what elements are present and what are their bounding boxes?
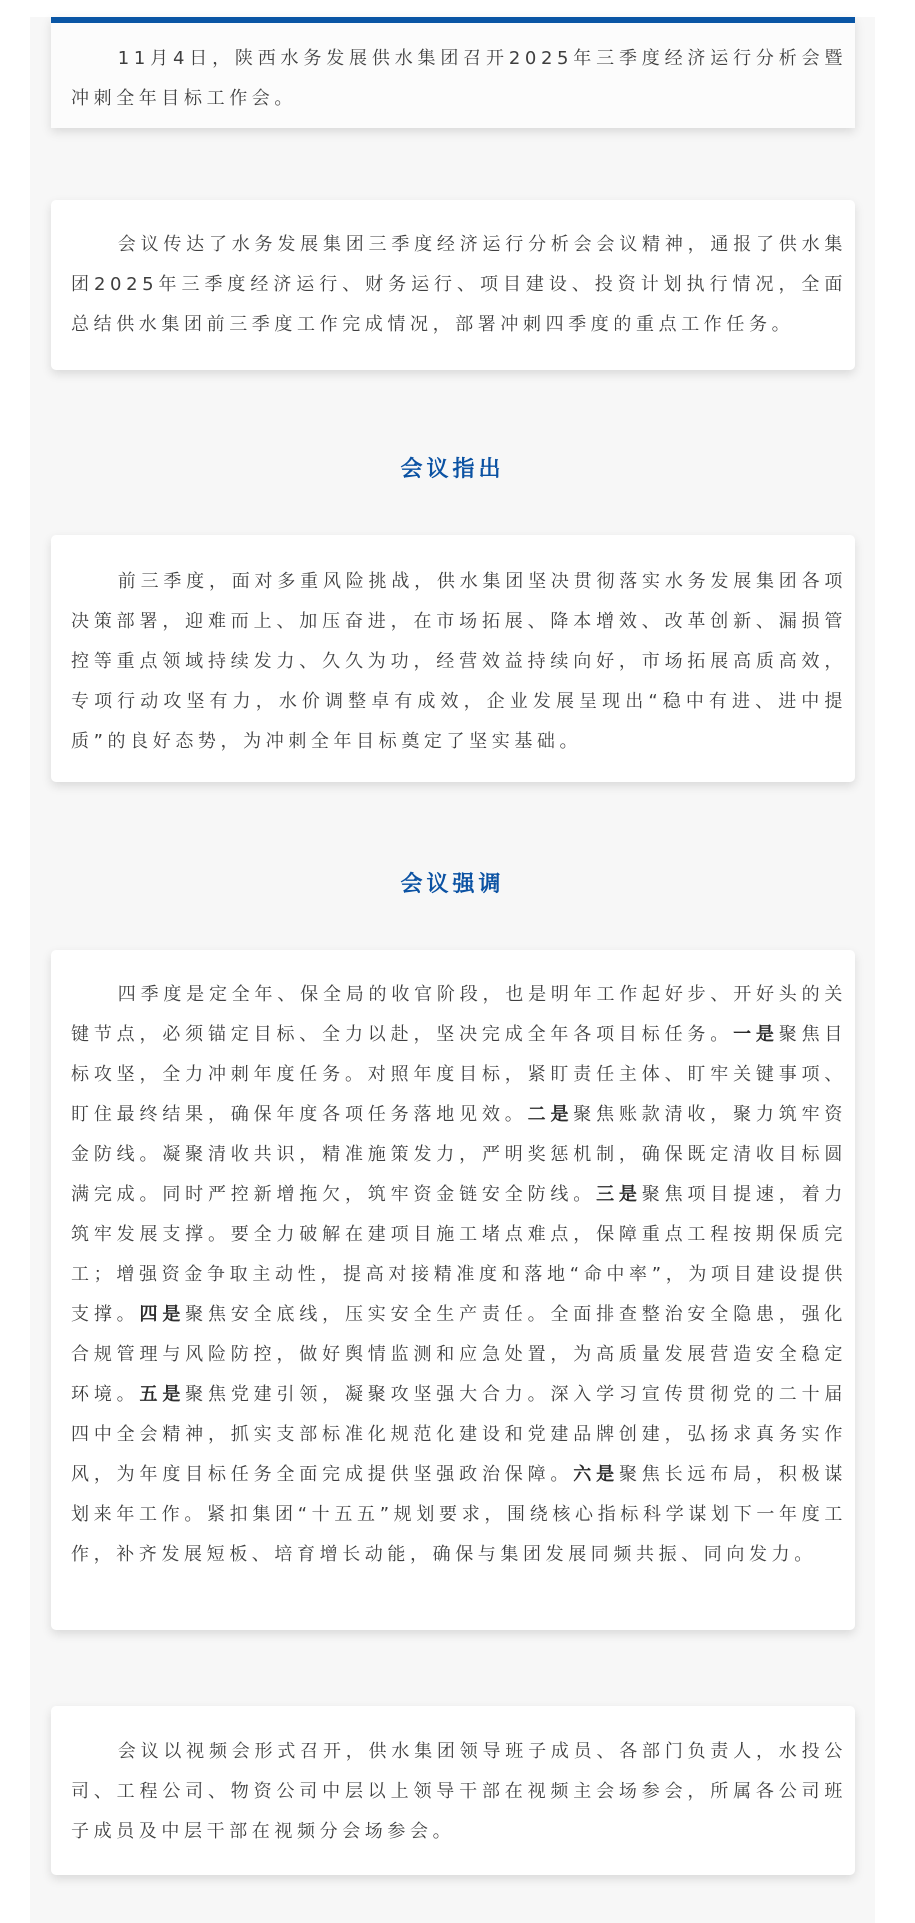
emphasis-text: 聚焦安全底线，压实安全生产责任。全面排查整治安全隐患，强化合规管理与风险防控，做好舆情监测和应急处置，为高质量发展营造安全稳定环境。 bbox=[71, 1304, 847, 1405]
emphasis-bold-label: 一是 bbox=[733, 1024, 779, 1045]
emphasis-paragraph bbox=[71, 975, 847, 1575]
emphasis-text: 聚焦账款清收，聚力筑牢资金防线。凝聚清收共识，精准施策发力，严明奖惩机制，确保既定清收目标圆满完成。同时严控新增拖欠，筑牢资金链安全防线。 bbox=[71, 1104, 848, 1205]
emphasis-bold-label: 三是 bbox=[596, 1184, 642, 1205]
section-heading-emphasis: 会议强调 bbox=[400, 872, 505, 897]
section-heading-points: 会议指出 bbox=[400, 457, 505, 482]
summary-card bbox=[51, 200, 855, 370]
emphasis-bold-label: 六是 bbox=[573, 1464, 619, 1485]
emphasis-text: 聚焦项目提速，着力筑牢发展支撑。要全力破解在建项目施工堵点难点，保障重点工程按期保质完工；增强资金争取主动性，提高对接精准度和落地“命中率”，为项目建设提供支撑。 bbox=[71, 1184, 848, 1325]
closing-paragraph: 会议以视频会形式召开，供水集团领导班子成员、各部门负责人，水投公司、工程公司、物资公司中层以上领导干部在视频主会场参会，所属各公司班子成员及中层干部在视频分会场参会。 bbox=[71, 1741, 847, 1842]
emphasis-bold-label: 五是 bbox=[139, 1384, 186, 1405]
emphasis-text: 聚焦目标攻坚，全力冲刺年度任务。对照年度目标，紧盯责任主体、盯牢关键事项、盯住最终结果，确保年度各项任务落地见效。 bbox=[71, 1024, 847, 1125]
intro-card bbox=[51, 17, 855, 128]
emphasis-card bbox=[51, 950, 855, 1630]
emphasis-text: 聚焦党建引领，凝聚攻坚强大合力。深入学习宣传贯彻党的二十届四中全会精神，抓实支部标准化规范化建设和党建品牌创建，弘扬求真务实作风，为年度目标任务全面完成提供坚强政治保障。 bbox=[71, 1384, 847, 1485]
points-card bbox=[51, 535, 855, 782]
points-paragraph: 前三季度，面对多重风险挑战，供水集团坚决贯彻落实水务发展集团各项决策部署，迎难而上、加压奋进，在市场拓展、降本增效、改革创新、漏损管控等重点领域持续发力、久久为功，经营效益持续向好，市场拓展高质高效，专项行动攻坚有力，水价调整卓有成效，企业发展呈现出“稳中有进、进中提质”的良好态势，为冲刺全年目标奠定了坚实基础。 bbox=[71, 571, 847, 752]
intro-paragraph: 11月4日，陕西水务发展供水集团召开2025年三季度经济运行分析会暨冲刺全年目标工作会。 bbox=[71, 48, 847, 109]
emphasis-bold-label: 二是 bbox=[527, 1104, 574, 1125]
emphasis-bold-label: 四是 bbox=[139, 1304, 186, 1325]
summary-paragraph: 会议传达了水务发展集团三季度经济运行分析会会议精神，通报了供水集团2025年三季度经济运行、财务运行、项目建设、投资计划执行情况，全面总结供水集团前三季度工作完成情况，部署冲刺四季度的重点工作任务。 bbox=[71, 234, 847, 335]
emphasis-text: 四季度是定全年、保全局的收官阶段，也是明年工作起好步、开好头的关键节点，必须锚定目标、全力以赴，坚决完成全年各项目标任务。 bbox=[71, 984, 847, 1045]
emphasis-text: 聚焦长远布局，积极谋划来年工作。紧扣集团“十五五”规划要求，围绕核心指标科学谋划下一年度工作，补齐发展短板、培育增长动能，确保与集团发展同频共振、同向发力。 bbox=[71, 1464, 848, 1565]
closing-card bbox=[51, 1706, 855, 1875]
